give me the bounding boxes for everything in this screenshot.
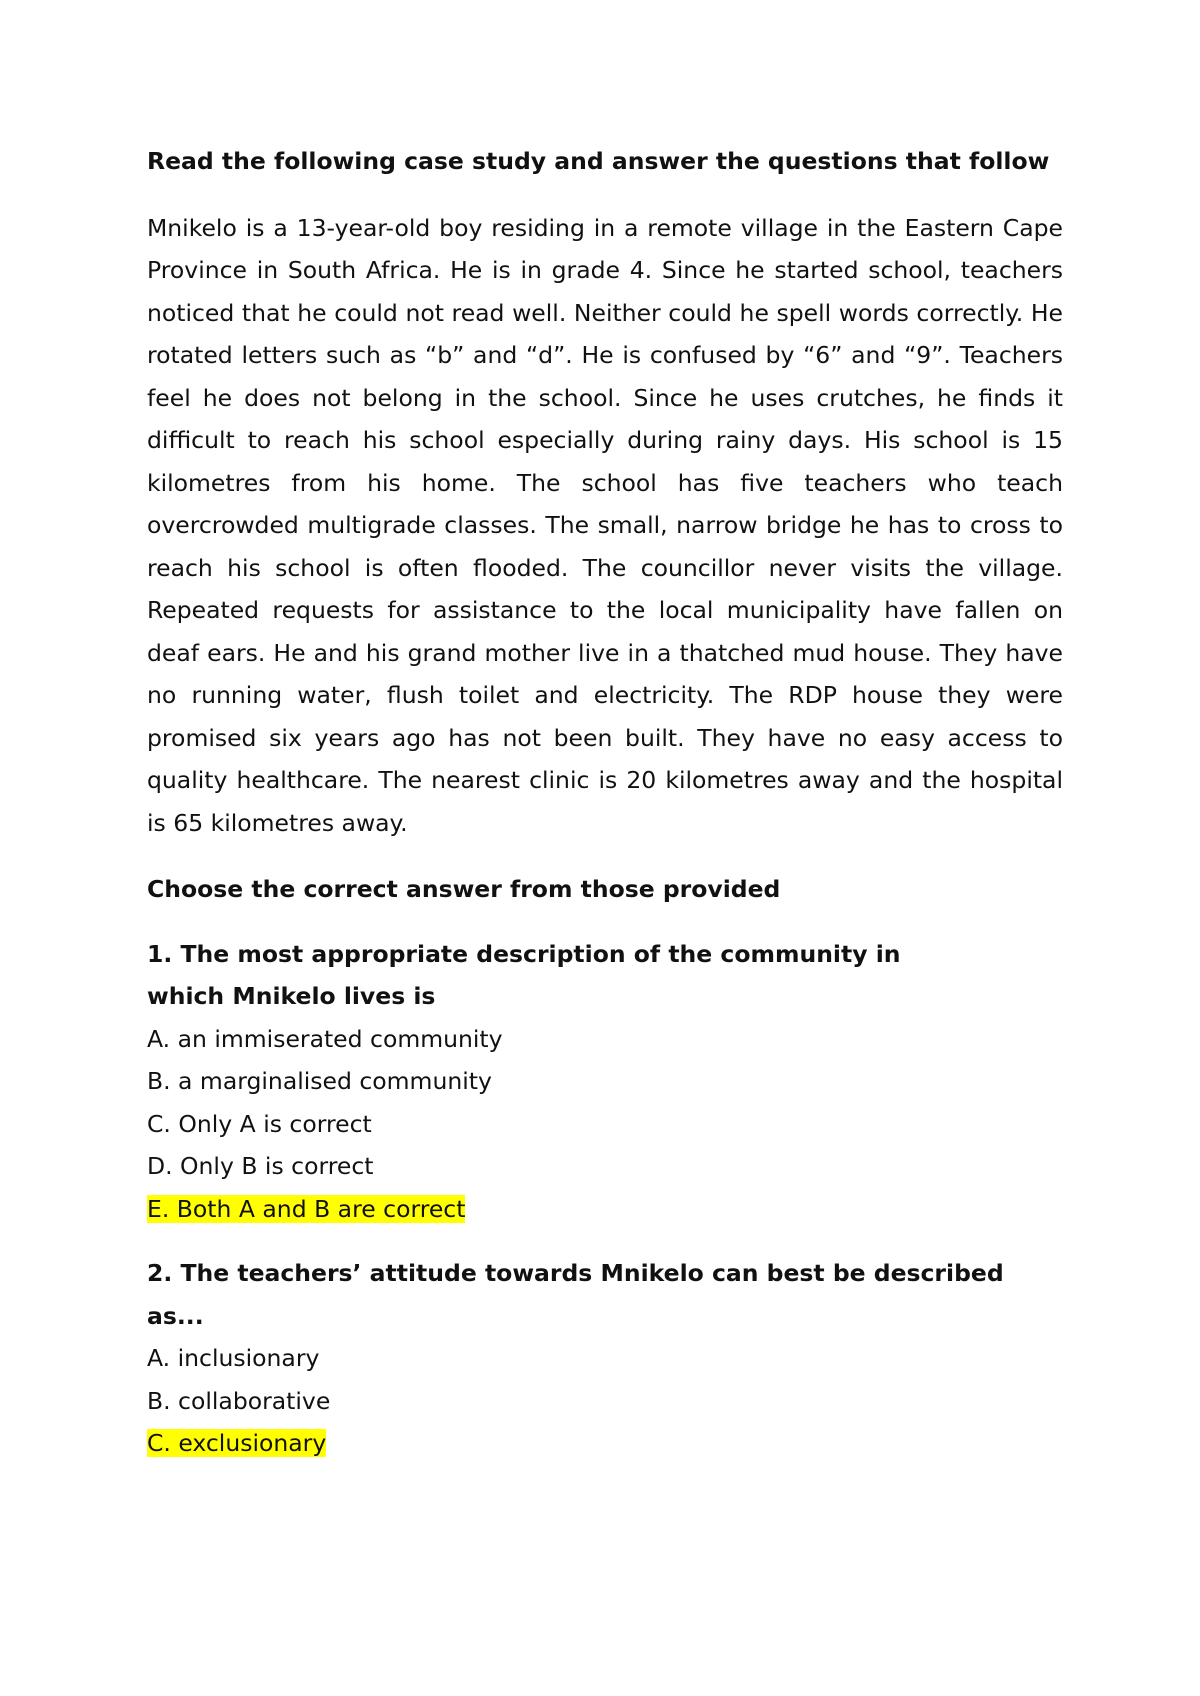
- option-list: [147, 1018, 1063, 1231]
- question-1: [147, 933, 1063, 1231]
- option-b: B. collaborative: [147, 1386, 331, 1415]
- option-list: [147, 1337, 1063, 1465]
- choose-heading: Choose the correct answer from those provided: [147, 875, 781, 903]
- question-title: 1. The most appropriate description of the community in which Mnikelo lives is: [147, 939, 901, 1010]
- option-c-highlighted: [147, 1422, 1063, 1465]
- option-a: A. inclusionary: [147, 1344, 320, 1372]
- question-title: 2. The teachers’ attitude towards Mnikelo can best be described as...: [147, 1259, 1004, 1330]
- document-page: [147, 140, 1063, 1465]
- highlighted-answer: E. Both A and B are correct: [147, 1194, 466, 1223]
- instruction-heading: Read the following case study and answer the questions that follow: [147, 147, 1050, 175]
- case-study-paragraph: Mnikelo is a 13-year-old boy residing in a remote village in the Eastern Cape Province in South Africa. He is in grade 4. Since he started school, teachers noticed that he could not read well. Neither could he spell words correctly. He rotated letters such as “b” and “d”. He is confused by “6” and “9”. Teachers feel he does not belong in the school. Since he uses crutches, he finds it difficult to reach his school especially during rainy days. His school is 15 kilometres from his home. The school has five teachers who teach overcrowded multigrade classes. The small, narrow bridge he has to cross to reach his school is often flooded. The councillor never visits the village. Repeated requests for assistance to the local municipality have fallen on deaf ears. He and his grand mother live in a thatched mud house. They have no running water, flush toilet and electricity. The RDP house they were promised six years ago has not been built. They have no easy access to quality healthcare. The nearest clinic is 20 kilometres away and the hospital is 65 kilometres away.: [147, 213, 1063, 837]
- option-e-highlighted: [147, 1188, 1063, 1231]
- question-2: [147, 1252, 1063, 1465]
- highlighted-answer: C. exclusionary: [147, 1429, 327, 1457]
- option-c: C. Only A is correct: [147, 1109, 372, 1138]
- option-a: A. an immiserated community: [147, 1024, 503, 1053]
- option-b: B. a marginalised community: [147, 1067, 492, 1095]
- option-d: D. Only B is correct: [147, 1152, 374, 1180]
